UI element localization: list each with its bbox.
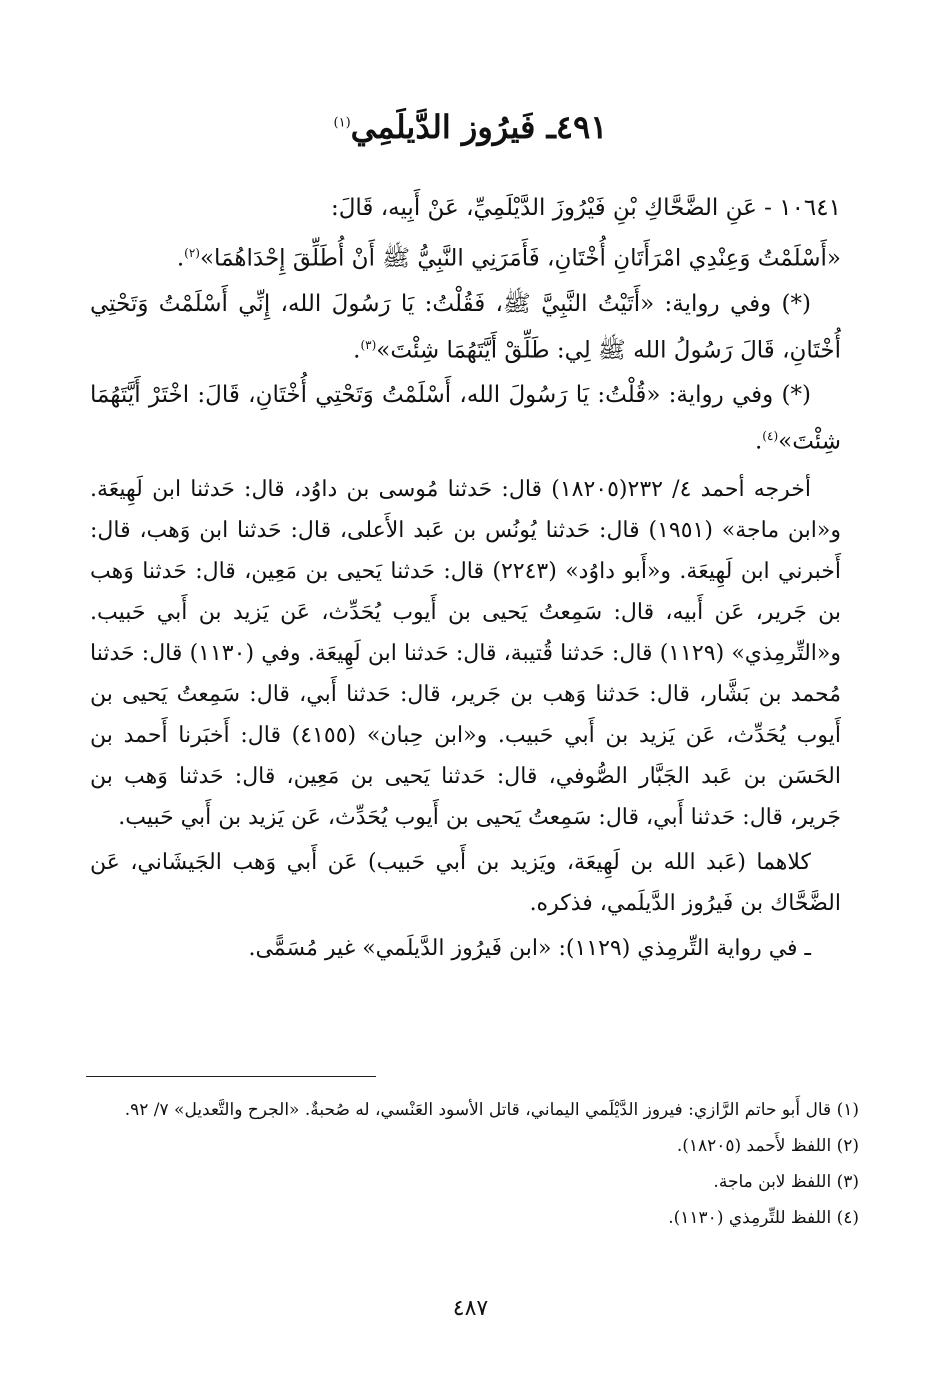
chain-summary-paragraph: كلاهما (عَبد الله بن لَهِيعَة، ويَزيد بن أَبي حَبيب) عَن أَبي وَهب الجَيشَاني، عَن الضَّحَّاك بن فَيرُوز الدَّيلَمي، فذكره.: [90, 849, 841, 916]
hadith-matn: «أَسْلَمْتُ وَعِنْدِي امْرَأَتَانِ أُخْتَانِ، فَأَمَرَنِي النَّبِيُّ ﷺ أَنْ أُطَلِّقَ إِحْدَاهُمَا»$^{(٢)}$.: [176, 245, 841, 272]
tirmidhi-note-paragraph: ـ في رواية التِّرمِذي (١١٢٩): «ابن فَيرُوز الدَّيلَمي» غير مُسَمًّى.: [248, 935, 811, 961]
footnote-ref-3: (٣): [360, 337, 377, 352]
footnote-separator: [86, 1076, 376, 1077]
variant-1-text: (*) وفي رواية: «أَتَيْتُ النَّبِيَّ ﷺ، فَقُلْتُ: يَا رَسُولَ الله، إِنِّي أَسْلَمْتُ وَتَحْتِي أُخْتَانِ، قَالَ رَسُولُ الله ﷺ لِي: طَلِّقْ أَيَّتَهُمَا شِئْتَ»: [90, 290, 841, 364]
variant-2-text: (*) وفي رواية: «قُلْتُ: يَا رَسُولَ الله، أَسْلَمْتُ وَتَحْتِي أُخْتَانِ، قَالَ: اخْتَرْ أَيَّتَهُمَا شِئْتَ»: [90, 382, 841, 455]
hadith-number-and-chain: ١٠٦٤١ - عَنِ الضَّحَّاكِ بْنِ فَيْرُوزَ الدَّيْلَمِيِّ، عَنْ أَبِيه، قَالَ:: [330, 195, 841, 221]
footnote-1: (١) قال أَبو حاتم الرَّازي: فيروز الدَّيْلَمي اليماني، قاتل الأسود العَنْسي، له صُحبةٌ. «الجرح والتَّعديل» ٧/ ٩٢.: [124, 1100, 859, 1120]
entry-title: [0, 108, 941, 146]
footnote-ref-4: (٤): [762, 429, 779, 444]
takhrij-paragraph: أخرجه أحمد ٤/ ٢٣٢(١٨٢٠٥) قال: حَدثنا مُوسى بن داوُد، قال: حَدثنا ابن لَهِيعَة. و«ابن ماجة» (١٩٥١) قال: حَدثنا يُونُس بن عَبد الأَعلى، قال: حَدثنا ابن وَهب، قال: أَخبرني ابن لَهِيعَة. و«أَبو داوُد» (٢٢٤٣) قال: حَدثنا يَحيى بن مَعِين، قال: حَدثنا وَهب بن جَرير، عَن أَبيه، قال: سَمِعتُ يَحيى بن أَيوب يُحَدِّث، عَن يَزيد بن أَبي حَبيب. و«التِّرمِذي» (١١٢٩) قال: حَدثنا قُتيبة، قال: حَدثنا ابن لَهِيعَة. وفي (١١٣٠) قال: حَدثنا مُحمد بن بَشَّار، قال: حَدثنا وَهب بن جَرير، قال: حَدثنا أَبي، قال: سَمِعتُ يَحيى بن أَيوب يُحَدِّث، عَن يَزيد بن أَبي حَبيب. و«ابن حِبان» (٤١٥٥) قال: أَخبَرنا أَحمد بن الحَسَن بن عَبد الجَبَّار الصُّوفي، قال: حَدثنا يَحيى بن مَعِين، قال: حَدثنا وَهب بن جَرير، قال: حَدثنا أَبي، قال: سَمِعتُ يَحيى بن أَيوب يُحَدِّث، عَن يَزيد بن أَبي حَبيب.: [90, 476, 842, 830]
footnote-ref-2: (٢): [184, 246, 200, 260]
page-number: ٤٨٧: [452, 1296, 489, 1321]
hadith-variant-2: (*) وفي رواية: «قُلْتُ: يَا رَسُولَ الله، أَسْلَمْتُ وَتَحْتِي أُخْتَانِ، قَالَ: اخْتَرْ أَيَّتَهُمَا شِئْتَ»$^{(٤)}$.: [90, 382, 841, 455]
entry-title-text: ٤٩١ـ فَيرُوز الدَّيلَمِي: [350, 108, 608, 146]
hadith-text: «أَسْلَمْتُ وَعِنْدِي امْرَأَتَانِ أُخْتَانِ، فَأَمَرَنِي النَّبِيُّ ﷺ أَنْ أُطَلِّقَ إِحْدَاهُمَا»: [199, 245, 841, 272]
footnotes: [84, 1092, 859, 1236]
footnote-3: (٣) اللفظ لابن ماجة.: [713, 1172, 859, 1192]
footnote-4: (٤) اللفظ للتِّرمِذي (١١٣٠).: [668, 1208, 859, 1228]
main-text: [90, 188, 841, 973]
hadith-variant-1: (*) وفي رواية: «أَتَيْتُ النَّبِيَّ ﷺ، فَقُلْتُ: يَا رَسُولَ الله، إِنِّي أَسْلَمْتُ وَتَحْتِي أُخْتَانِ، قَالَ رَسُولُ الله ﷺ لِي: طَلِّقْ أَيَّتَهُمَا شِئْتَ»$^{(٣)}$.: [90, 290, 841, 364]
footnote-2: (٢) اللفظ لأَحمد (١٨٢٠٥).: [676, 1136, 859, 1156]
footnote-ref-1: (١): [333, 115, 351, 131]
hadith-isnad: [90, 188, 841, 229]
